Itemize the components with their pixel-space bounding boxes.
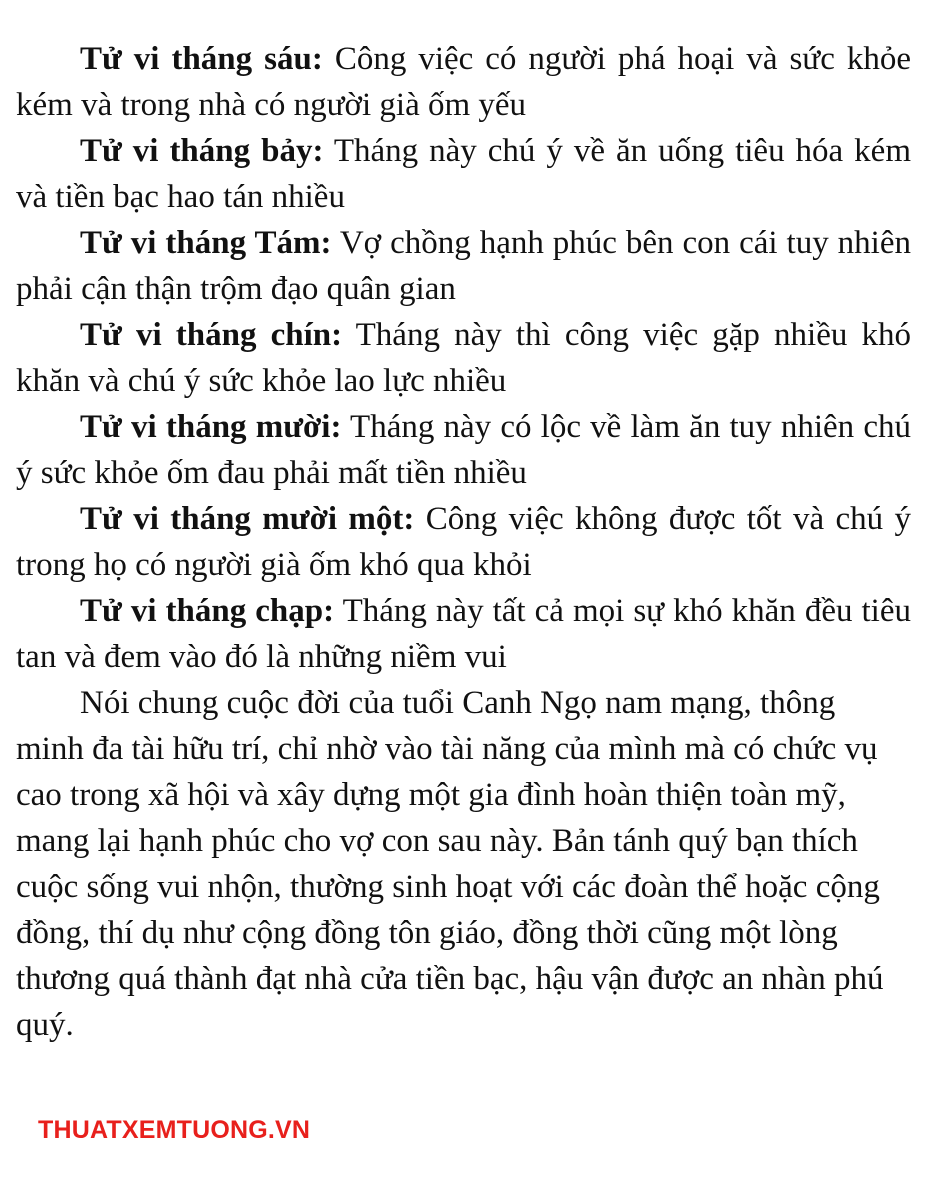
month-label: Tử vi tháng sáu: bbox=[80, 41, 323, 77]
month-text: Công việc không được tốt và chú ý trong họ có người già ốm khó qua khỏi bbox=[16, 501, 911, 583]
month-label: Tử vi tháng mười một: bbox=[80, 501, 415, 537]
month-paragraph-12 bbox=[16, 588, 911, 680]
month-text: Vợ chồng hạnh phúc bên con cái tuy nhiên phải cận thận trộm đạo quân gian bbox=[16, 225, 911, 307]
month-text: Tháng này chú ý về ăn uống tiêu hóa kém và tiền bạc hao tán nhiều bbox=[16, 133, 911, 215]
month-paragraph-11 bbox=[16, 496, 911, 588]
document-body bbox=[16, 36, 911, 1048]
month-paragraph-6 bbox=[16, 36, 911, 128]
month-label: Tử vi tháng chín: bbox=[80, 317, 343, 353]
month-paragraph-8 bbox=[16, 220, 911, 312]
month-text: Tháng này có lộc về làm ăn tuy nhiên chú ý sức khỏe ốm đau phải mất tiền nhiều bbox=[16, 409, 911, 491]
site-watermark: THUATXEMTUONG.VN bbox=[38, 1116, 311, 1144]
month-label: Tử vi tháng mười: bbox=[80, 409, 342, 445]
month-text: Tháng này thì công việc gặp nhiều khó khăn và chú ý sức khỏe lao lực nhiều bbox=[16, 317, 911, 399]
month-label: Tử vi tháng Tám: bbox=[80, 225, 332, 261]
month-paragraph-7 bbox=[16, 128, 911, 220]
month-text: Tháng này tất cả mọi sự khó khăn đều tiêu tan và đem vào đó là những niềm vui bbox=[16, 593, 911, 675]
month-text: Công việc có người phá hoại và sức khỏe kém và trong nhà có người già ốm yếu bbox=[16, 41, 911, 123]
month-paragraph-10 bbox=[16, 404, 911, 496]
summary-paragraph: Nói chung cuộc đời của tuổi Canh Ngọ nam mạng, thông minh đa tài hữu trí, chỉ nhờ vào tài năng của mình mà có chức vụ cao trong xã hội và xây dựng một gia đình hoàn thiện toàn mỹ, mang lại hạnh phúc cho vợ con sau này. Bản tánh quý bạn thích cuộc sống vui nhộn, thường sinh hoạt với các đoàn thể hoặc cộng đồng, thí dụ như cộng đồng tôn giáo, đồng thời cũng một lòng thương quá thành đạt nhà cửa tiền bạc, hậu vận được an nhàn phú quý. bbox=[16, 685, 884, 1043]
month-label: Tử vi tháng bảy: bbox=[80, 133, 324, 169]
month-label: Tử vi tháng chạp: bbox=[80, 593, 335, 629]
month-paragraph-9 bbox=[16, 312, 911, 404]
